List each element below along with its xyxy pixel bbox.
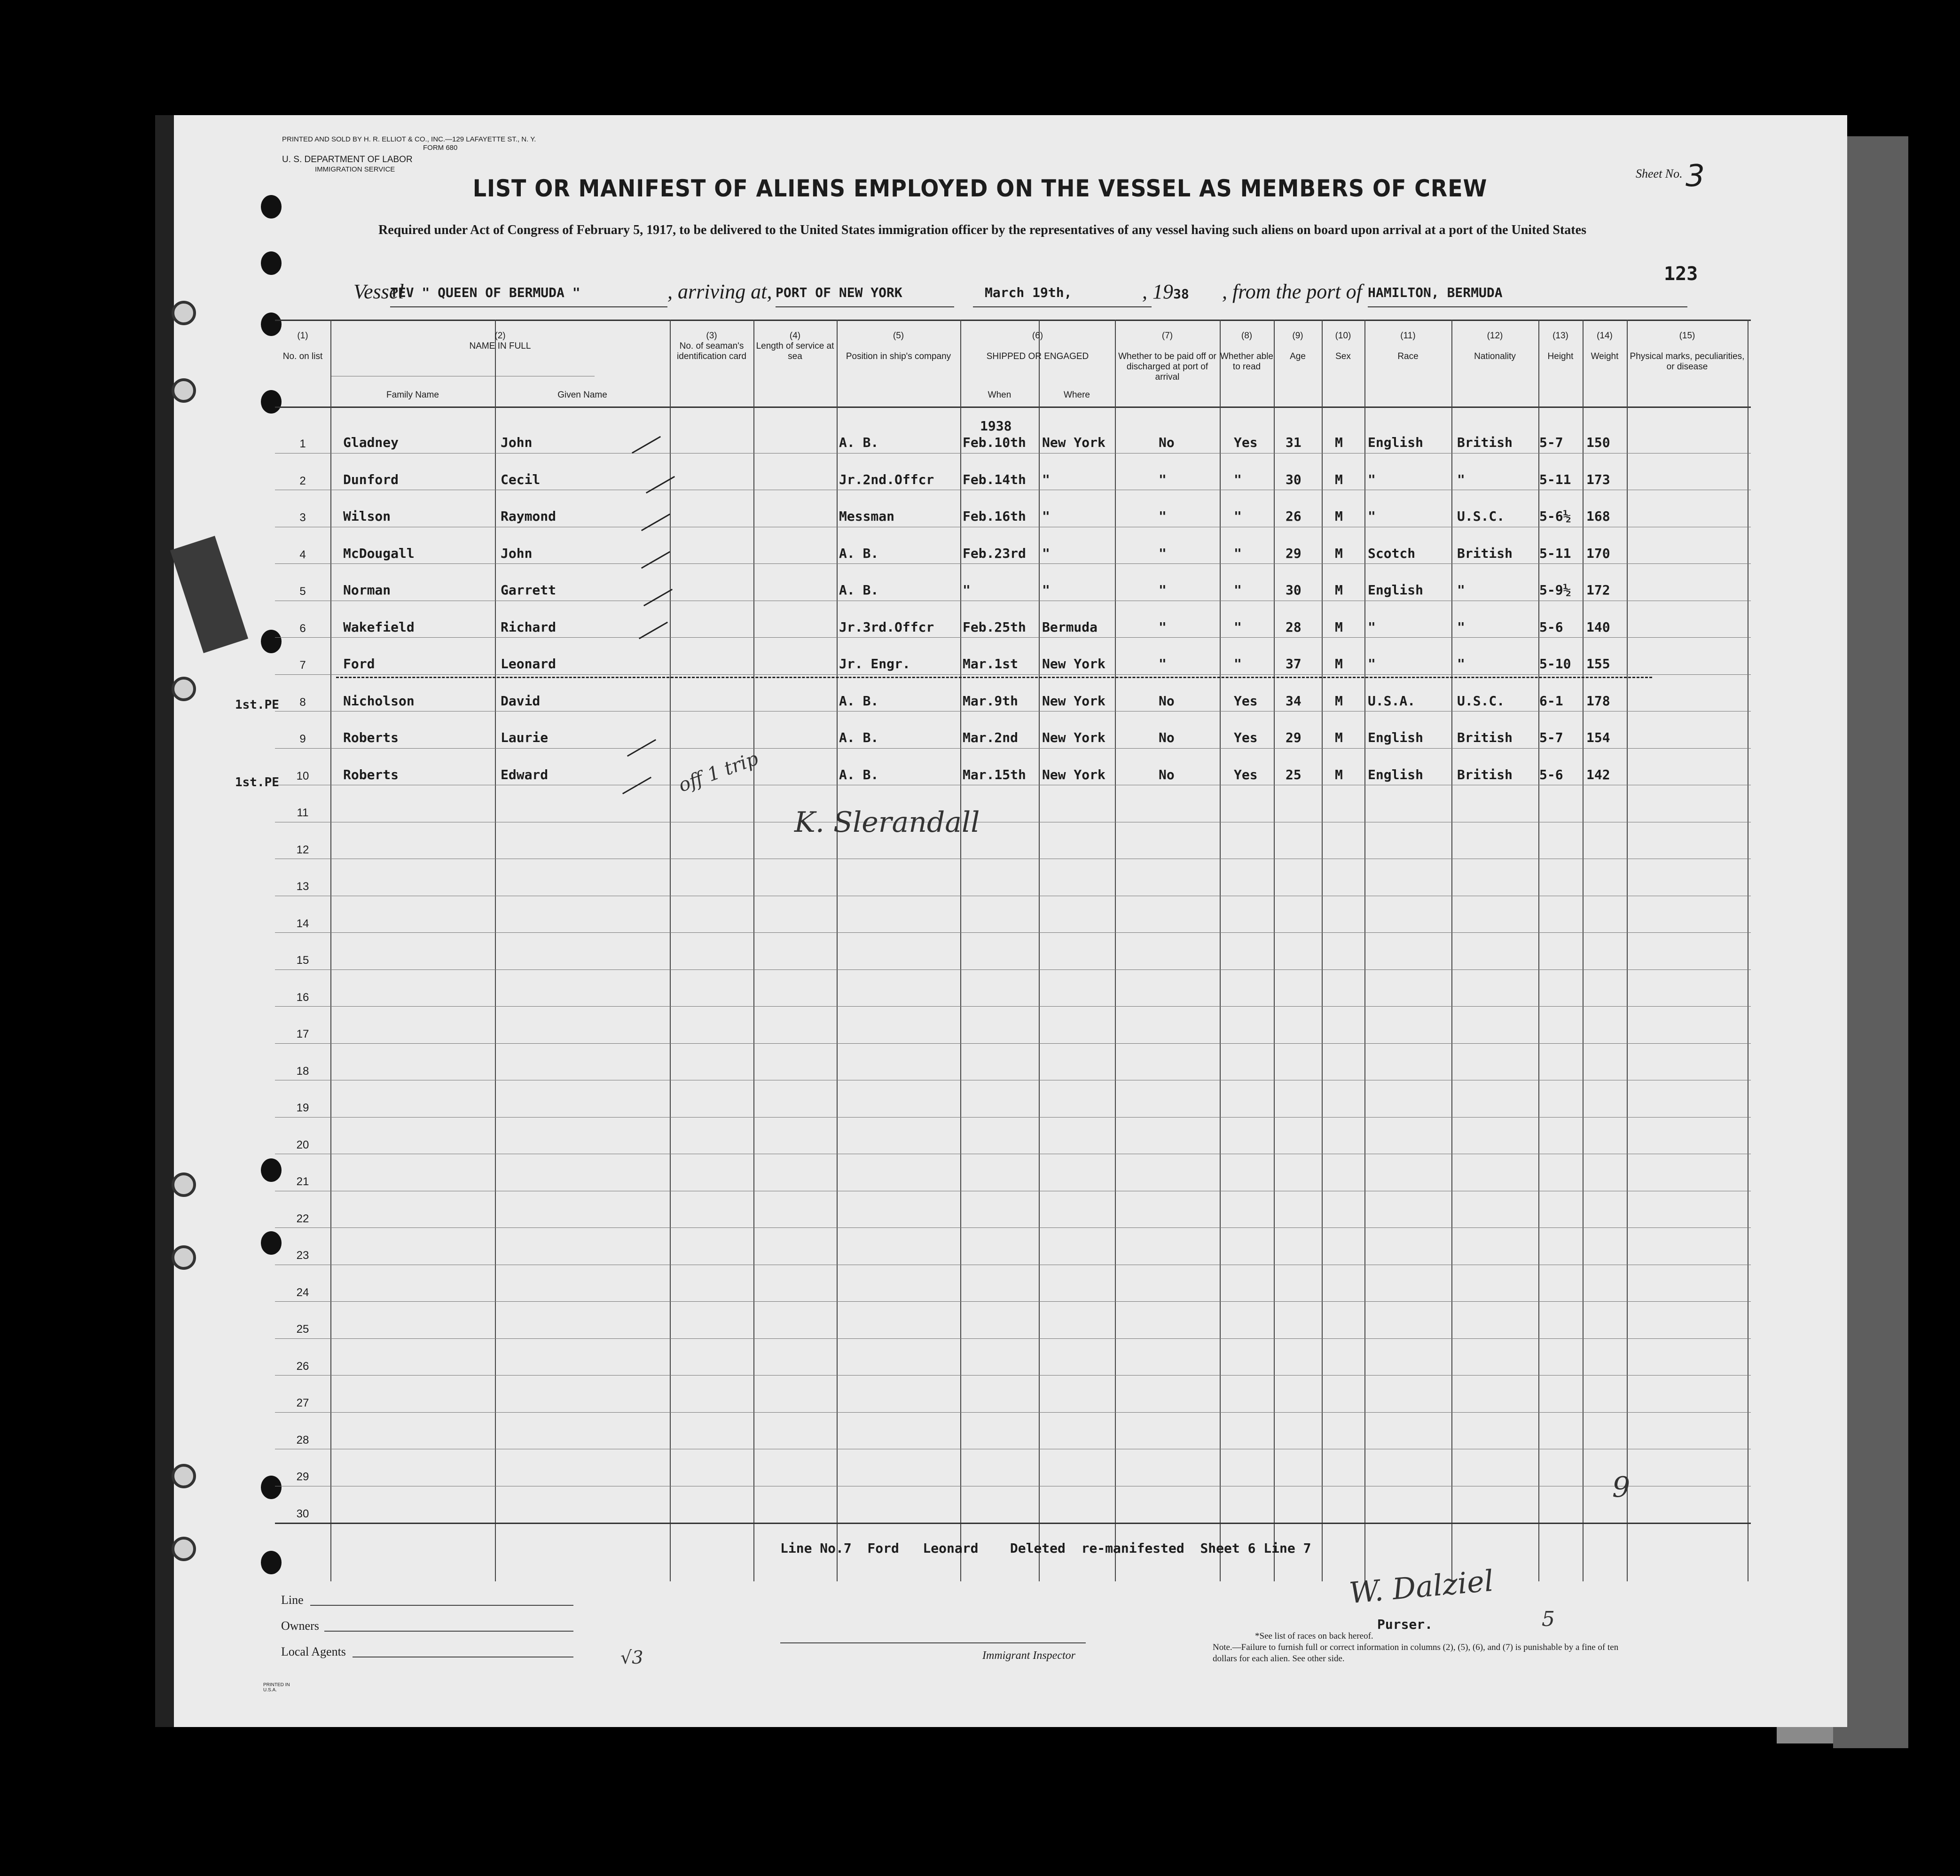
cell-nat: " xyxy=(1457,582,1465,598)
col-rule xyxy=(1451,320,1452,1581)
cell-race: " xyxy=(1368,508,1376,524)
cell-read: Yes xyxy=(1234,435,1258,450)
cell-age: 26 xyxy=(1286,508,1301,524)
col9-label: Age xyxy=(1290,352,1306,361)
given-name-header: Given Name xyxy=(557,390,607,400)
cell-family: Wakefield xyxy=(343,619,415,635)
cell-family: Norman xyxy=(343,582,391,598)
cell-age: 30 xyxy=(1286,471,1301,487)
arrival-date: March 19th, xyxy=(985,285,1072,300)
col12-label: Nationality xyxy=(1474,352,1516,361)
row-number: 16 xyxy=(296,991,309,1004)
row-number: 28 xyxy=(296,1433,309,1446)
col-rule xyxy=(1364,320,1365,1581)
page-subtitle: Required under Act of Congress of February 5, 1917, to be delivered to the United States immigration officer by the representatives of any vessel having such aliens on board upon arrival at a port of the United States xyxy=(378,223,1586,237)
cell-age: 29 xyxy=(1286,730,1301,745)
service-text: IMMIGRATION SERVICE xyxy=(315,165,395,173)
col3-number: (3) xyxy=(706,331,717,341)
arriving-label: , arriving at, xyxy=(667,280,772,303)
cell-age: 25 xyxy=(1286,766,1301,782)
col11-number: (11) xyxy=(1400,331,1416,341)
cell-height: 6-1 xyxy=(1539,693,1563,709)
cell-where: New York xyxy=(1042,766,1105,782)
cell-race: U.S.A. xyxy=(1368,693,1416,709)
col2-label: NAME IN FULL xyxy=(469,341,531,351)
cell-age: 30 xyxy=(1286,582,1301,598)
deletion-strike xyxy=(336,677,1652,678)
cell-age: 29 xyxy=(1286,545,1301,561)
row-number: 8 xyxy=(299,696,306,709)
col4-header xyxy=(753,331,837,362)
col11-header xyxy=(1364,331,1451,362)
cell-given: Laurie xyxy=(501,730,549,745)
cell-weight: 140 xyxy=(1586,619,1610,635)
cell-read: Yes xyxy=(1234,693,1258,709)
cell-family: Nicholson xyxy=(343,693,415,709)
line-label: Line xyxy=(281,1593,304,1607)
col11-label: Race xyxy=(1397,352,1419,361)
sheet-label: Sheet No. xyxy=(1636,167,1683,180)
col14-label: Weight xyxy=(1591,352,1619,361)
col5-number: (5) xyxy=(893,331,904,341)
binder-ring xyxy=(172,378,196,403)
cell-read: " xyxy=(1234,656,1242,672)
cell-when: Mar.9th xyxy=(963,693,1019,709)
cell-nat: U.S.C. xyxy=(1457,508,1505,524)
row-rule xyxy=(275,1117,1751,1118)
from-label: , from the port of xyxy=(1222,280,1362,303)
fine-note: Note.—Failure to furnish full or correct information in columns (2), (5), (6), and (7) is punishable by a fine of ten dollars for each alien. See other side. xyxy=(1213,1642,1619,1664)
page-title: LIST OR MANIFEST OF ALIENS EMPLOYED ON THE VESSEL AS MEMBERS OF CREW xyxy=(472,175,1488,202)
cell-sex: M xyxy=(1335,582,1343,598)
side-mark-row8: 1st.PE xyxy=(235,698,279,712)
cell-when: Feb.25th xyxy=(963,619,1026,635)
row-number: 25 xyxy=(296,1323,309,1336)
form-number: FORM 680 xyxy=(423,144,458,152)
cell-where: " xyxy=(1042,508,1050,524)
row-rule xyxy=(275,563,1751,564)
inspector-line xyxy=(780,1642,1086,1643)
col9-number: (9) xyxy=(1292,331,1303,341)
col7-header xyxy=(1115,331,1220,383)
binder-ring xyxy=(172,1464,196,1488)
row-rule xyxy=(275,1301,1751,1302)
cell-when: Feb.23rd xyxy=(963,545,1026,561)
cell-sex: M xyxy=(1335,619,1343,635)
row-number: 4 xyxy=(299,548,306,561)
cell-sex: M xyxy=(1335,730,1343,745)
inspector-label: Immigrant Inspector xyxy=(982,1649,1075,1662)
row-number: 17 xyxy=(296,1028,309,1040)
cell-sex: M xyxy=(1335,508,1343,524)
purser-signature: W. Dalziel xyxy=(1348,1563,1495,1610)
sheet-edge-shadow xyxy=(155,115,174,1727)
when-header: When xyxy=(988,390,1011,400)
cell-where: " xyxy=(1042,545,1050,561)
vessel-label: Vessel xyxy=(353,280,404,303)
local-agents-label: Local Agents xyxy=(281,1645,346,1658)
col-rule xyxy=(1322,320,1323,1581)
row-number: 2 xyxy=(299,474,306,487)
handwritten-signature: K. Slerandall xyxy=(794,806,980,839)
col-rule xyxy=(1627,320,1628,1581)
col15-label: Physical marks, peculiarities, or disease xyxy=(1630,352,1745,372)
col1-label: No. on list xyxy=(282,352,323,361)
printed-in-usa: PRINTED IN U.S.A. xyxy=(263,1682,290,1693)
cell-position: Jr. Engr. xyxy=(839,656,910,672)
side-mark-row10: 1st.PE xyxy=(235,775,279,789)
cell-height: 5-7 xyxy=(1539,730,1563,745)
cell-nat: British xyxy=(1457,545,1513,561)
cell-read: " xyxy=(1234,545,1242,561)
cell-position: Messman xyxy=(839,508,895,524)
cell-weight: 155 xyxy=(1586,656,1610,672)
cell-family: Roberts xyxy=(343,766,399,782)
binder-ring xyxy=(172,1537,196,1561)
cell-sex: M xyxy=(1335,766,1343,782)
port-underline xyxy=(776,306,954,307)
col-rule xyxy=(330,320,331,1581)
row-number: 1 xyxy=(299,438,306,450)
cell-where: New York xyxy=(1042,656,1105,672)
cell-paid: " xyxy=(1159,545,1167,561)
cell-nat: British xyxy=(1457,435,1513,450)
cell-nat: " xyxy=(1457,656,1465,672)
cell-height: 5-10 xyxy=(1539,656,1571,672)
col8-label: Whether able to read xyxy=(1220,352,1273,372)
cell-paid: No xyxy=(1159,730,1175,745)
col13-number: (13) xyxy=(1552,331,1568,341)
cell-weight: 173 xyxy=(1586,471,1610,487)
col-rule xyxy=(837,320,838,1581)
cell-nat: " xyxy=(1457,471,1465,487)
vessel-underline xyxy=(390,306,667,307)
col7-number: (7) xyxy=(1161,331,1173,341)
cell-sex: M xyxy=(1335,435,1343,450)
cell-family: Gladney xyxy=(343,435,399,450)
cell-weight: 150 xyxy=(1586,435,1610,450)
col10-label: Sex xyxy=(1335,352,1351,361)
handwritten-five: 5 xyxy=(1542,1607,1555,1631)
cell-position: A. B. xyxy=(839,582,879,598)
department-block xyxy=(282,155,413,174)
cell-height: 5-9½ xyxy=(1539,582,1571,598)
row-number: 13 xyxy=(296,880,309,893)
col-rule xyxy=(1583,320,1584,1581)
cell-when: Feb.10th xyxy=(963,435,1026,450)
departure-port: HAMILTON, BERMUDA xyxy=(1368,285,1503,300)
cell-given: Cecil xyxy=(501,471,541,487)
cell-read: " xyxy=(1234,619,1242,635)
cell-paid: No xyxy=(1159,766,1175,782)
row-number: 24 xyxy=(296,1286,309,1299)
cell-family: McDougall xyxy=(343,545,415,561)
col9-header xyxy=(1274,331,1322,362)
from-underline xyxy=(1368,306,1687,307)
row-number: 7 xyxy=(299,659,306,672)
cell-paid: No xyxy=(1159,435,1175,450)
cell-race: English xyxy=(1368,766,1424,782)
col-rule xyxy=(670,320,671,1581)
col-rule xyxy=(1039,320,1040,1581)
printer-line xyxy=(282,135,536,152)
cell-where: New York xyxy=(1042,693,1105,709)
cell-paid: No xyxy=(1159,693,1175,709)
cell-where: New York xyxy=(1042,435,1105,450)
cell-height: 5-6½ xyxy=(1539,508,1571,524)
cell-where: " xyxy=(1042,471,1050,487)
year-prefix: , 19 xyxy=(1142,280,1173,303)
row-rule xyxy=(275,748,1751,749)
cell-race: " xyxy=(1368,656,1376,672)
cell-given: Edward xyxy=(501,766,549,782)
cell-sex: M xyxy=(1335,693,1343,709)
family-name-header: Family Name xyxy=(386,390,439,400)
row-number: 18 xyxy=(296,1064,309,1078)
vessel-name: TEV " QUEEN OF BERMUDA " xyxy=(390,285,580,300)
row-number: 22 xyxy=(296,1212,309,1225)
col5-label: Position in ship's company xyxy=(846,352,951,361)
col-rule xyxy=(1220,320,1221,1581)
arrival-port: PORT OF NEW YORK xyxy=(776,285,902,300)
cell-race: English xyxy=(1368,582,1424,598)
handwritten-nine: 9 xyxy=(1612,1471,1631,1504)
col-rule xyxy=(495,320,496,1581)
document-number: 123 xyxy=(1664,263,1698,285)
owners-underline xyxy=(324,1631,573,1632)
row-number: 12 xyxy=(296,843,309,856)
cell-height: 5-11 xyxy=(1539,471,1571,487)
cell-height: 5-6 xyxy=(1539,766,1563,782)
cell-age: 31 xyxy=(1286,435,1301,450)
row-rule xyxy=(275,1338,1751,1339)
cell-race: English xyxy=(1368,730,1424,745)
row-number: 11 xyxy=(297,806,309,819)
col8-number: (8) xyxy=(1241,331,1253,341)
cell-when: Feb.14th xyxy=(963,471,1026,487)
cell-race: Scotch xyxy=(1368,545,1416,561)
col12-number: (12) xyxy=(1487,331,1503,341)
cell-given: Garrett xyxy=(501,582,557,598)
cell-age: 28 xyxy=(1286,619,1301,635)
binder-ring xyxy=(172,1172,196,1197)
row-number: 26 xyxy=(296,1360,309,1373)
row-number: 15 xyxy=(296,954,309,967)
margin-note: off 1 trip xyxy=(675,748,761,797)
col6-number: (6) xyxy=(1032,331,1043,341)
col6-label: SHIPPED OR ENGAGED xyxy=(986,352,1089,361)
department-text: U. S. DEPARTMENT OF LABOR xyxy=(282,155,413,164)
cell-nat: U.S.C. xyxy=(1457,693,1505,709)
cell-weight: 172 xyxy=(1586,582,1610,598)
cell-paid: " xyxy=(1159,582,1167,598)
cell-read: Yes xyxy=(1234,730,1258,745)
row-number: 5 xyxy=(299,585,306,598)
col2-header xyxy=(330,331,670,352)
cell-when: Mar.1st xyxy=(963,656,1019,672)
row-number: 23 xyxy=(296,1249,309,1262)
cell-sex: M xyxy=(1335,545,1343,561)
cell-given: Raymond xyxy=(501,508,557,524)
crew-table xyxy=(275,320,1751,1581)
row-number: 27 xyxy=(296,1397,309,1409)
binder-ring xyxy=(172,301,196,325)
cell-when: Feb.16th xyxy=(963,508,1026,524)
purser-label: Purser. xyxy=(1377,1617,1433,1632)
row-number: 29 xyxy=(296,1470,309,1483)
cell-height: 5-6 xyxy=(1539,619,1563,635)
row-number: 9 xyxy=(299,733,306,745)
col14-number: (14) xyxy=(1597,331,1613,341)
row-rule xyxy=(275,674,1751,675)
printer-text: PRINTED AND SOLD BY H. R. ELLIOT & CO., INC.—129 LAFAYETTE ST., N. Y. xyxy=(282,135,536,143)
row-rule xyxy=(275,1375,1751,1376)
row-number: 20 xyxy=(296,1138,309,1151)
col5-header xyxy=(837,331,960,362)
row-rule xyxy=(275,1227,1751,1228)
cell-age: 37 xyxy=(1286,656,1301,672)
cell-paid: " xyxy=(1159,619,1167,635)
row-rule xyxy=(275,637,1751,638)
row-number: 30 xyxy=(296,1507,309,1520)
table-top-rule xyxy=(275,320,1751,321)
col10-number: (10) xyxy=(1335,331,1351,341)
cell-where: Bermuda xyxy=(1042,619,1098,635)
cell-where: New York xyxy=(1042,730,1105,745)
cell-read: " xyxy=(1234,582,1242,598)
cell-age: 34 xyxy=(1286,693,1301,709)
cell-sex: M xyxy=(1335,471,1343,487)
col3-label: No. of seaman's identification card xyxy=(677,341,746,361)
year-label xyxy=(1142,280,1189,317)
cell-nat: British xyxy=(1457,730,1513,745)
date-underline xyxy=(973,306,1152,307)
col7-label: Whether to be paid off or discharged at port of arrival xyxy=(1118,352,1216,382)
where-header: Where xyxy=(1064,390,1090,400)
punch-hole xyxy=(261,251,282,275)
cell-weight: 142 xyxy=(1586,766,1610,782)
cell-family: Wilson xyxy=(343,508,391,524)
cell-when: Mar.15th xyxy=(963,766,1026,782)
row-number: 6 xyxy=(299,622,306,635)
cell-position: Jr.2nd.Offcr xyxy=(839,471,934,487)
cell-when: " xyxy=(963,582,971,598)
row-rule xyxy=(275,969,1751,970)
cell-race: " xyxy=(1368,619,1376,635)
year-suffix: 38 xyxy=(1173,286,1189,302)
cell-weight: 178 xyxy=(1586,693,1610,709)
col4-label: Length of service at sea xyxy=(756,341,834,361)
form-notes xyxy=(1213,1631,1636,1665)
cell-position: A. B. xyxy=(839,693,879,709)
col15-header xyxy=(1627,331,1748,372)
cell-height: 5-11 xyxy=(1539,545,1571,561)
cell-where: " xyxy=(1042,582,1050,598)
owners-label: Owners xyxy=(281,1619,319,1633)
cell-position: A. B. xyxy=(839,730,879,745)
cell-paid: " xyxy=(1159,656,1167,672)
col1-number: (1) xyxy=(297,331,308,341)
col15-number: (15) xyxy=(1679,331,1695,341)
sheet-number-value: 3 xyxy=(1686,159,1705,194)
cell-weight: 154 xyxy=(1586,730,1610,745)
row-number: 19 xyxy=(296,1102,309,1114)
cell-position: Jr.3rd.Offcr xyxy=(839,619,934,635)
col3-header xyxy=(670,331,753,362)
cell-race: " xyxy=(1368,471,1376,487)
row-rule xyxy=(275,1412,1751,1413)
row-rule xyxy=(275,1043,1751,1044)
cell-paid: " xyxy=(1159,508,1167,524)
cell-family: Ford xyxy=(343,656,375,672)
col10-header xyxy=(1322,331,1364,362)
cell-read: " xyxy=(1234,508,1242,524)
row-number: 21 xyxy=(296,1175,309,1188)
col13-header xyxy=(1538,331,1583,362)
cell-nat: British xyxy=(1457,766,1513,782)
binder-ring xyxy=(172,677,196,701)
cell-read: Yes xyxy=(1234,766,1258,782)
cell-position: A. B. xyxy=(839,766,879,782)
cell-height: 5-7 xyxy=(1539,435,1563,450)
deletion-note: Line No.7 Ford Leonard Deleted re-manifested Sheet 6 Line 7 xyxy=(780,1540,1311,1556)
cell-given: David xyxy=(501,693,541,709)
binder-ring xyxy=(172,1245,196,1270)
col1-header xyxy=(275,331,330,362)
col4-number: (4) xyxy=(789,331,801,341)
cell-sex: M xyxy=(1335,656,1343,672)
year-1938: 1938 xyxy=(980,418,1012,434)
cell-nat: " xyxy=(1457,619,1465,635)
col14-header xyxy=(1583,331,1627,362)
row-rule xyxy=(275,932,1751,933)
table-bottom-rule xyxy=(275,1523,1751,1524)
col-rule xyxy=(753,320,754,1581)
race-note: *See list of races on back hereof. xyxy=(1255,1631,1373,1641)
col6-header xyxy=(960,331,1115,362)
cell-family: Dunford xyxy=(343,471,399,487)
col13-label: Height xyxy=(1547,352,1574,361)
cell-weight: 168 xyxy=(1586,508,1610,524)
cell-given: Richard xyxy=(501,619,557,635)
col12-header xyxy=(1451,331,1538,362)
handwritten-v3: √3 xyxy=(620,1647,643,1668)
col-rule xyxy=(1115,320,1116,1581)
row-number: 14 xyxy=(296,917,309,930)
header-bottom-rule xyxy=(275,406,1751,408)
cell-paid: " xyxy=(1159,471,1167,487)
col-rule xyxy=(960,320,961,1581)
row-number: 10 xyxy=(296,769,309,782)
col-rule xyxy=(1274,320,1275,1581)
cell-position: A. B. xyxy=(839,435,879,450)
cell-weight: 170 xyxy=(1586,545,1610,561)
col2-number: (2) xyxy=(494,331,506,341)
cell-position: A. B. xyxy=(839,545,879,561)
cell-read: " xyxy=(1234,471,1242,487)
cell-when: Mar.2nd xyxy=(963,730,1019,745)
cell-family: Roberts xyxy=(343,730,399,745)
row-number: 3 xyxy=(299,511,306,524)
cell-given: John xyxy=(501,545,533,561)
cell-given: Leonard xyxy=(501,656,557,672)
cell-race: English xyxy=(1368,435,1424,450)
cell-given: John xyxy=(501,435,533,450)
col8-header xyxy=(1220,331,1274,372)
row-rule xyxy=(275,1006,1751,1007)
line-underline xyxy=(310,1605,573,1606)
